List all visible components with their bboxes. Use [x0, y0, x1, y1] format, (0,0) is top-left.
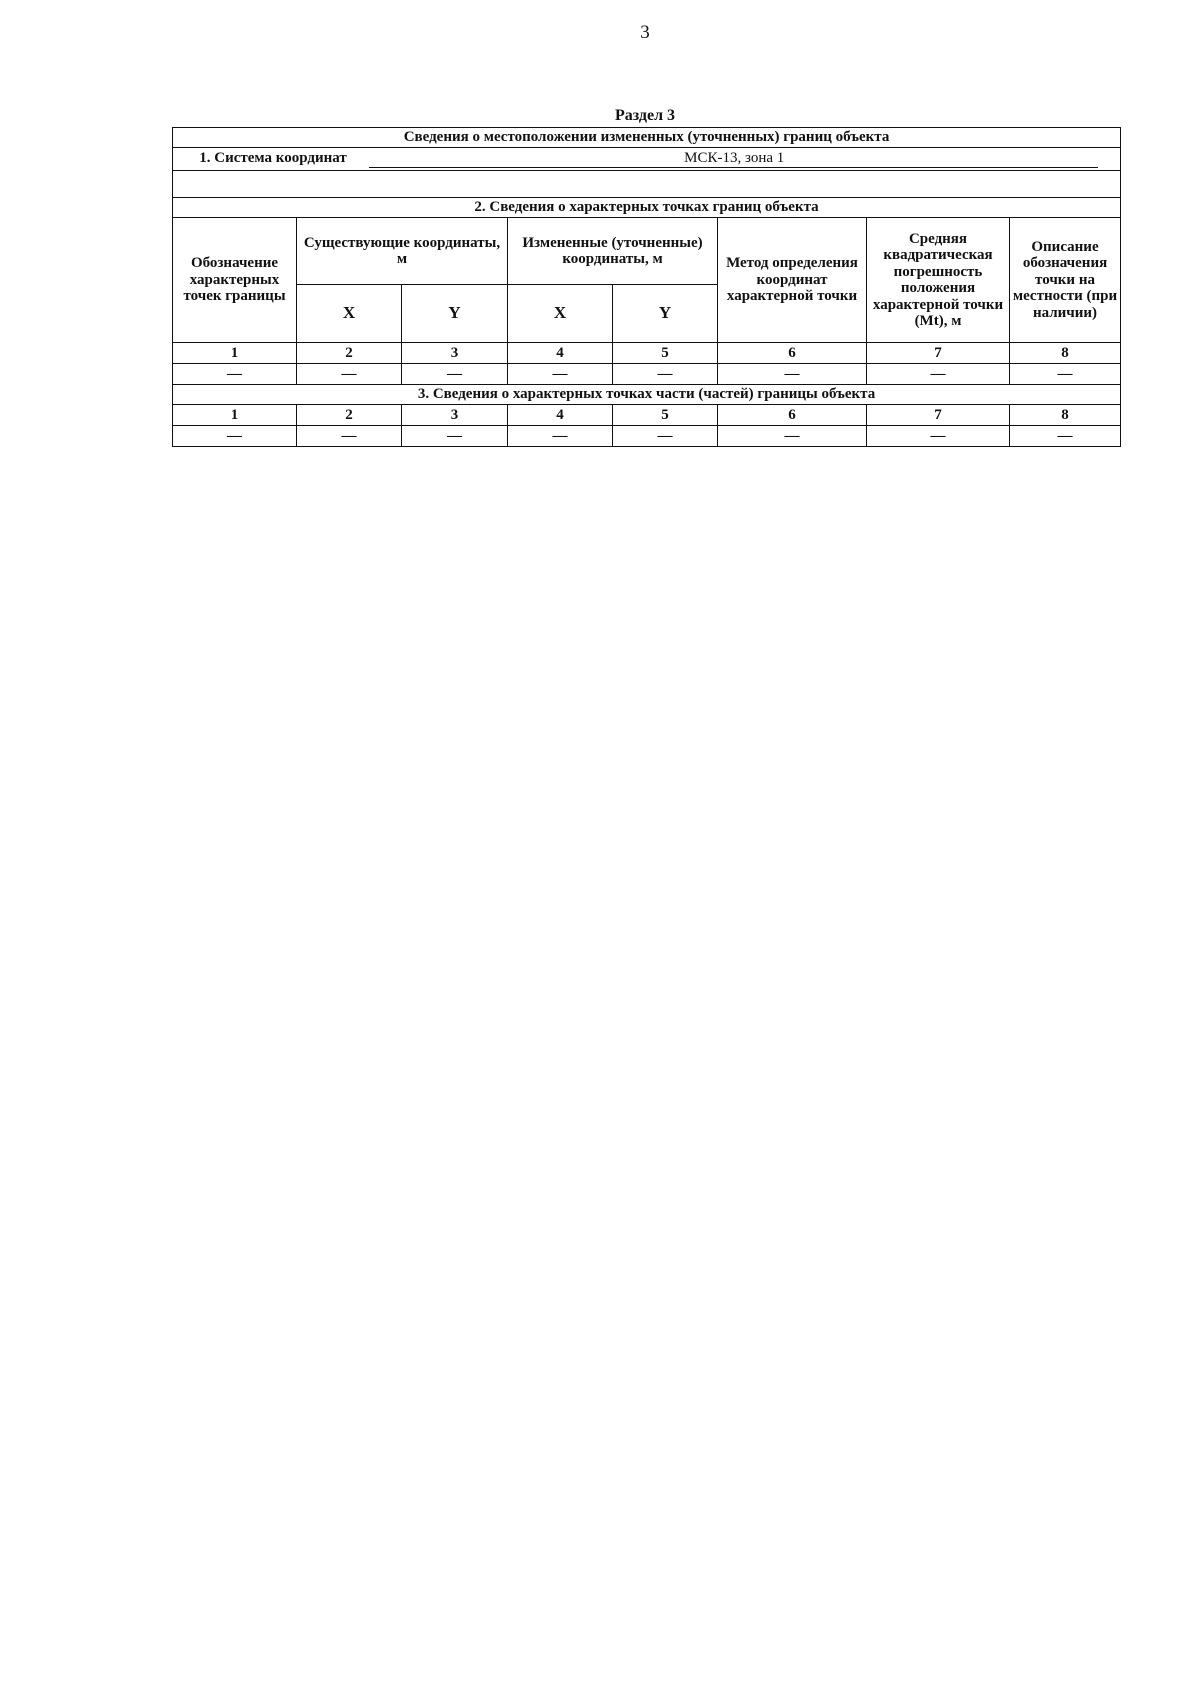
- column-number: 1: [173, 405, 297, 426]
- col-header-existing-y: Y: [402, 285, 508, 343]
- column-number: 6: [718, 405, 867, 426]
- blank-row: [173, 171, 1121, 198]
- col-header-description: Описание обозначения точки на местности (при наличии): [1010, 218, 1121, 343]
- dash-cell: —: [613, 364, 718, 385]
- boundary-table: [172, 127, 1121, 447]
- col-header-point-designation: Обозначение характерных точек границы: [173, 218, 297, 343]
- table-row: [173, 364, 1121, 385]
- col-header-method: Метод определения координат характерной точки: [718, 218, 867, 343]
- subsection-2-title: 2. Сведения о характерных точках границ объекта: [173, 198, 1121, 218]
- column-number: 3: [402, 405, 508, 426]
- col-header-changed-coords: Измененные (уточненные) координаты, м: [508, 218, 718, 285]
- page-number: 3: [640, 22, 650, 43]
- dash-cell: —: [718, 426, 867, 447]
- dash-cell: —: [508, 426, 613, 447]
- coord-system-value: МСК-13, зона 1: [369, 150, 1098, 168]
- dash-cell: —: [297, 426, 402, 447]
- column-number-row: [173, 405, 1121, 426]
- coord-system-row: [173, 148, 1121, 171]
- column-number: 3: [402, 343, 508, 364]
- dash-cell: —: [1010, 426, 1121, 447]
- col-header-error: Средняя квадратическая погрешность положения характерной точки (Mt), м: [867, 218, 1010, 343]
- col-header-existing-x: X: [297, 285, 402, 343]
- subsection-3-title: 3. Сведения о характерных точках части (частей) границы объекта: [173, 385, 1121, 405]
- dash-cell: —: [402, 364, 508, 385]
- dash-cell: —: [173, 426, 297, 447]
- table-row: [173, 426, 1121, 447]
- column-number: 8: [1010, 405, 1121, 426]
- column-number: 5: [613, 405, 718, 426]
- section-title: Раздел 3: [614, 107, 676, 124]
- column-number: 7: [867, 343, 1010, 364]
- col-header-changed-y: Y: [613, 285, 718, 343]
- column-number: 8: [1010, 343, 1121, 364]
- coord-system-label: 1. Система координат: [199, 150, 347, 167]
- column-number: 4: [508, 405, 613, 426]
- column-number: 4: [508, 343, 613, 364]
- col-header-changed-x: X: [508, 285, 613, 343]
- column-number: 5: [613, 343, 718, 364]
- dash-cell: —: [613, 426, 718, 447]
- column-number-row: [173, 343, 1121, 364]
- dash-cell: —: [402, 426, 508, 447]
- column-number: 2: [297, 405, 402, 426]
- dash-cell: —: [1010, 364, 1121, 385]
- table-title: Сведения о местоположении измененных (уточненных) границ объекта: [173, 128, 1121, 148]
- dash-cell: —: [508, 364, 613, 385]
- column-number: 1: [173, 343, 297, 364]
- dash-cell: —: [173, 364, 297, 385]
- col-header-existing-coords: Существующие координаты, м: [297, 218, 508, 285]
- dash-cell: —: [297, 364, 402, 385]
- dash-cell: —: [718, 364, 867, 385]
- column-number: 2: [297, 343, 402, 364]
- column-number: 7: [867, 405, 1010, 426]
- column-number: 6: [718, 343, 867, 364]
- dash-cell: —: [867, 426, 1010, 447]
- dash-cell: —: [867, 364, 1010, 385]
